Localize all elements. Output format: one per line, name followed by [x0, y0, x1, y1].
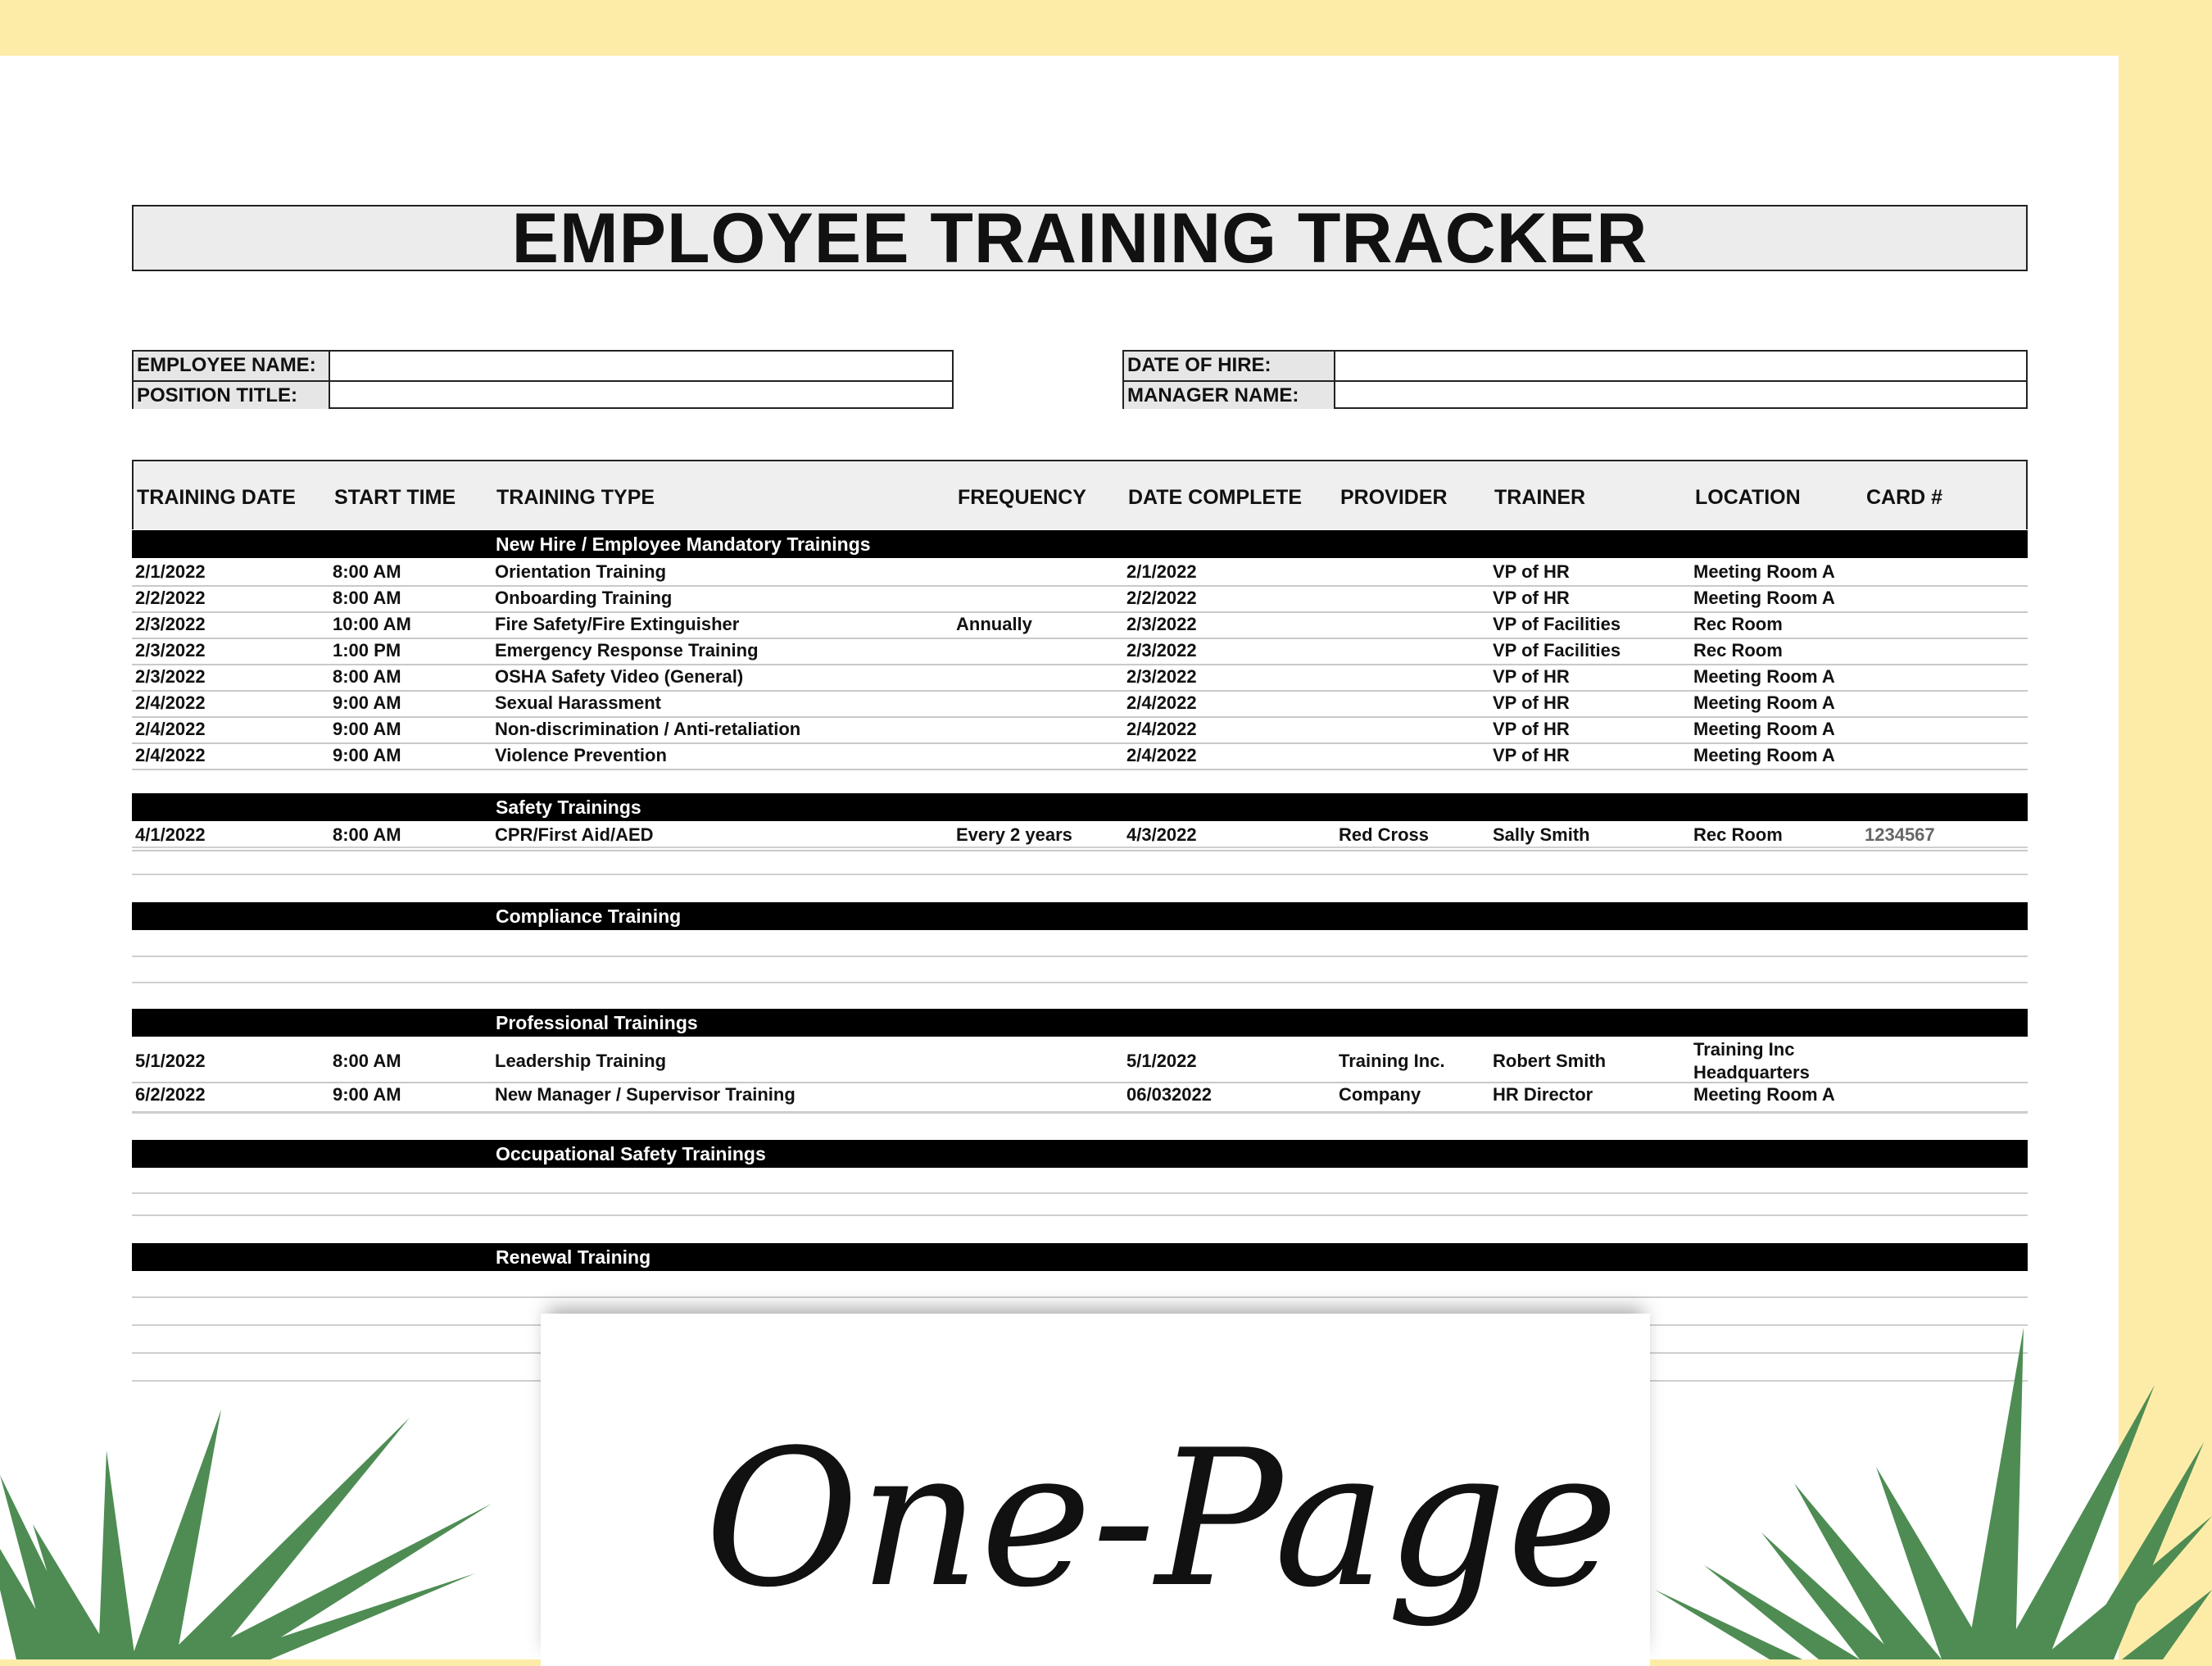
signature-card: [541, 1314, 1650, 1666]
table-cell: Fire Safety/Fire Extinguisher: [495, 614, 740, 634]
section-bar-occupational: [132, 1140, 2028, 1168]
table-header: [132, 460, 2028, 529]
table-cell: Rec Room: [1693, 614, 1783, 634]
section-bar-renewal: [132, 1243, 2028, 1271]
table-cell: New Manager / Supervisor Training: [495, 1084, 796, 1105]
table-cell: Training Inc.: [1339, 1051, 1445, 1071]
table-cell: 8:00 AM: [333, 588, 401, 608]
section-bar-professional: [132, 1009, 2028, 1037]
table-cell: Meeting Room A: [1693, 719, 1835, 739]
table-cell: Onboarding Training: [495, 588, 673, 608]
table-cell: VP of Facilities: [1493, 614, 1621, 634]
date-of-hire-row: [1124, 352, 2026, 380]
table-row: [132, 664, 2028, 692]
column-header-location: LOCATION: [1695, 486, 1801, 509]
position-title-field[interactable]: [330, 382, 952, 409]
employee-info-box: [132, 350, 954, 409]
plant-leaves-right: [1630, 1319, 2212, 1659]
table-cell: VP of HR: [1493, 692, 1570, 713]
table-cell: 9:00 AM: [333, 1084, 401, 1105]
table-cell: Violence Prevention: [495, 745, 667, 765]
section-title-professional: Professional Trainings: [496, 1012, 698, 1033]
document-title: EMPLOYEE TRAINING TRACKER: [511, 198, 1648, 278]
table-cell: 8:00 AM: [333, 561, 401, 582]
empty-row-line: [132, 982, 2028, 983]
signature-script: [541, 1314, 1650, 1659]
section-bar-safety: [132, 793, 2028, 821]
table-cell: Rec Room: [1693, 640, 1783, 660]
table-row: [132, 742, 2028, 770]
table-cell: 10:00 AM: [333, 614, 411, 634]
table-row: [132, 1082, 2028, 1113]
table-cell: 2/2/2022: [1126, 588, 1197, 608]
table-cell: 9:00 AM: [333, 745, 401, 765]
table-cell: 8:00 AM: [333, 1051, 401, 1071]
table-cell: 1234567: [1865, 824, 1935, 845]
table-row: [132, 585, 2028, 613]
table-cell: Meeting Room A: [1693, 1084, 1835, 1105]
column-header-trainer: TRAINER: [1494, 486, 1586, 509]
table-cell: Meeting Room A: [1693, 666, 1835, 687]
position-title-row: [134, 380, 952, 409]
employee-name-row: [134, 352, 952, 380]
table-cell: 06/032022: [1126, 1084, 1212, 1105]
column-header-training-date: TRAINING DATE: [137, 486, 296, 509]
table-cell: 2/4/2022: [135, 745, 206, 765]
table-cell: 4/3/2022: [1126, 824, 1197, 845]
table-cell: VP of HR: [1493, 666, 1570, 687]
table-cell: Annually: [956, 614, 1032, 634]
column-header-training-type: TRAINING TYPE: [496, 486, 655, 509]
employee-name-field[interactable]: [330, 352, 952, 380]
manager-name-row: [1124, 380, 2026, 409]
table-cell: Training Inc: [1693, 1039, 1795, 1060]
table-cell: 5/1/2022: [135, 1051, 206, 1071]
column-header-date-complete: DATE COMPLETE: [1128, 486, 1303, 509]
column-header-card-number: CARD #: [1866, 486, 1943, 509]
table-cell: 9:00 AM: [333, 719, 401, 739]
table-cell: VP of HR: [1493, 719, 1570, 739]
section-title-safety: Safety Trainings: [496, 797, 641, 818]
table-cell: VP of HR: [1493, 561, 1570, 582]
employee-name-label: EMPLOYEE NAME:: [134, 352, 330, 380]
empty-row-line: [132, 1296, 2028, 1298]
document-title-bar: [132, 198, 2028, 278]
column-header-frequency: FREQUENCY: [958, 486, 1086, 509]
table-cell: Meeting Room A: [1693, 588, 1835, 608]
table-cell: 8:00 AM: [333, 666, 401, 687]
table-cell: Robert Smith: [1493, 1051, 1607, 1071]
table-cell: Every 2 years: [956, 824, 1072, 845]
table-cell: Non-discrimination / Anti-retaliation: [495, 719, 801, 739]
table-cell: VP of HR: [1493, 588, 1570, 608]
table-cell: VP of Facilities: [1493, 640, 1621, 660]
hire-info-box: [1122, 350, 2028, 409]
table-row: [132, 716, 2028, 744]
manager-name-field[interactable]: [1335, 382, 2026, 409]
table-cell: 2/3/2022: [1126, 614, 1197, 634]
empty-row-line: [132, 956, 2028, 957]
table-cell: 2/1/2022: [1126, 561, 1197, 582]
section-title-new-hire: New Hire / Employee Mandatory Trainings: [496, 533, 871, 555]
table-cell: VP of HR: [1493, 745, 1570, 765]
table-cell: Meeting Room A: [1693, 561, 1835, 582]
table-cell: 2/4/2022: [1126, 719, 1197, 739]
table-cell: Rec Room: [1693, 824, 1783, 845]
empty-row-line: [132, 1192, 2028, 1194]
table-cell: 8:00 AM: [333, 824, 401, 845]
table-cell: 2/4/2022: [135, 692, 206, 713]
table-cell: 2/4/2022: [1126, 745, 1197, 765]
table-cell: 2/4/2022: [135, 719, 206, 739]
signature-text: One-Page: [705, 1410, 1619, 1629]
table-cell: 2/3/2022: [1126, 666, 1197, 687]
plant-leaves-left: [0, 1385, 508, 1659]
date-of-hire-label: DATE OF HIRE:: [1124, 352, 1335, 380]
section-bar-compliance: [132, 902, 2028, 930]
table-row: [132, 611, 2028, 639]
table-cell: Orientation Training: [495, 561, 667, 582]
table-row: [132, 559, 2028, 587]
section-bar-new-hire: [132, 530, 2028, 558]
table-cell: Emergency Response Training: [495, 640, 759, 660]
table-cell: 1:00 PM: [333, 640, 401, 660]
table-row: [132, 638, 2028, 665]
empty-row-line: [132, 1214, 2028, 1216]
location-second-line: Headquarters: [1693, 1062, 1810, 1083]
table-cell: Leadership Training: [495, 1051, 667, 1071]
table-cell: 2/3/2022: [1126, 640, 1197, 660]
empty-row-line: [132, 1112, 2028, 1114]
table-cell: Company: [1339, 1084, 1421, 1105]
table-cell: Sally Smith: [1493, 824, 1590, 845]
table-cell: CPR/First Aid/AED: [495, 824, 654, 845]
column-header-start-time: START TIME: [334, 486, 456, 509]
table-cell: 9:00 AM: [333, 692, 401, 713]
date-of-hire-field[interactable]: [1335, 352, 2026, 380]
table-cell: Red Cross: [1339, 824, 1430, 845]
table-cell: 2/3/2022: [135, 614, 206, 634]
table-row: [132, 1039, 2028, 1083]
table-cell: 2/3/2022: [135, 666, 206, 687]
empty-row-line: [132, 874, 2028, 875]
section-title-compliance: Compliance Training: [496, 906, 682, 927]
empty-row-line: [132, 847, 2028, 848]
table-row: [132, 690, 2028, 718]
table-cell: 2/1/2022: [135, 561, 206, 582]
table-cell: Sexual Harassment: [495, 692, 661, 713]
section-title-occupational: Occupational Safety Trainings: [496, 1143, 766, 1164]
table-cell: 4/1/2022: [135, 824, 206, 845]
table-cell: OSHA Safety Video (General): [495, 666, 744, 687]
table-cell: 2/4/2022: [1126, 692, 1197, 713]
table-cell: 5/1/2022: [1126, 1051, 1197, 1071]
table-cell: Meeting Room A: [1693, 745, 1835, 765]
table-cell: HR Director: [1493, 1084, 1593, 1105]
manager-name-label: MANAGER NAME:: [1124, 382, 1335, 409]
table-cell: Meeting Room A: [1693, 692, 1835, 713]
table-cell: 2/3/2022: [135, 640, 206, 660]
section-title-renewal: Renewal Training: [496, 1246, 651, 1268]
column-header-provider: PROVIDER: [1340, 486, 1448, 509]
table-cell: 6/2/2022: [135, 1084, 206, 1105]
position-title-label: POSITION TITLE:: [134, 382, 330, 409]
table-cell: 2/2/2022: [135, 588, 206, 608]
